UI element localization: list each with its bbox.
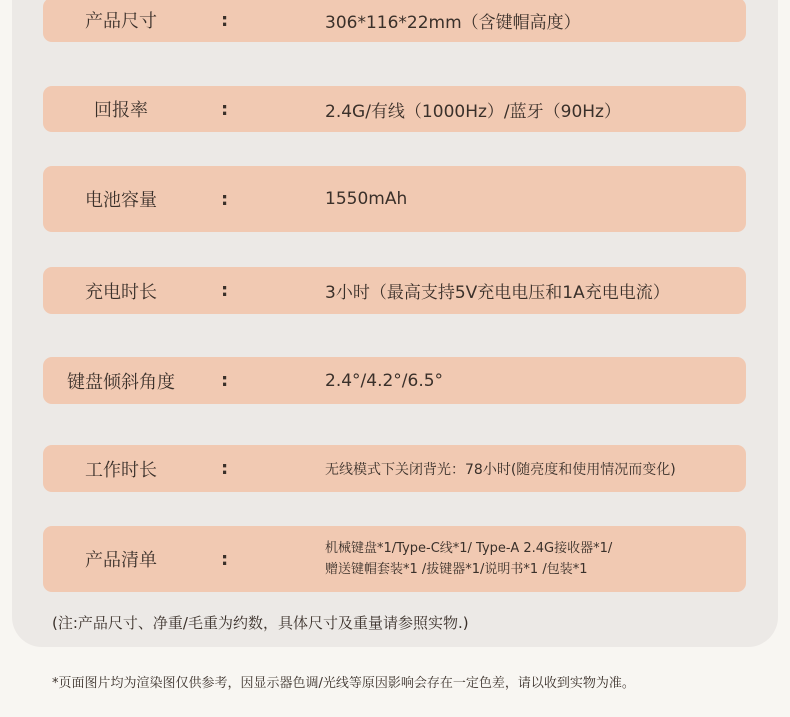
spec-colon: : bbox=[221, 370, 229, 391]
spec-value: 2.4°/4.2°/6.5° bbox=[325, 370, 444, 391]
spec-value: 1550mAh bbox=[325, 189, 408, 209]
spec-row-size bbox=[43, 0, 746, 42]
spec-value bbox=[325, 526, 736, 592]
spec-label: 电池容量 bbox=[85, 190, 157, 211]
spec-label: 充电时长 bbox=[85, 281, 157, 303]
spec-value: 2.4G/有线（1000Hz）/蓝牙（90Hz） bbox=[325, 101, 621, 122]
spec-colon: : bbox=[221, 98, 229, 120]
disclaimer-footer: *页面图片均为渲染图仅供参考，因显示器色调/光线等原因影响会存在一定色差，请以收到实物为准。 bbox=[52, 676, 635, 691]
spec-row-battery bbox=[43, 166, 746, 232]
spec-label: 回报率 bbox=[94, 100, 148, 121]
spec-value-line: 机械键盘*1/Type-C线*1/ Type-A 2.4G接收器*1/ bbox=[325, 541, 613, 556]
spec-colon: : bbox=[221, 9, 229, 31]
spec-colon: : bbox=[221, 458, 229, 479]
spec-value-line: 赠送键帽套装*1 /拔键器*1/说明书*1 /包装*1 bbox=[325, 562, 588, 577]
spec-value: 无线模式下关闭背光：78小时(随亮度和使用情况而变化) bbox=[325, 461, 676, 478]
spec-row-package-list bbox=[43, 526, 746, 592]
spec-label: 产品尺寸 bbox=[85, 11, 157, 32]
spec-row-working-time bbox=[43, 445, 746, 492]
spec-colon: : bbox=[221, 548, 229, 570]
spec-value: 306*116*22mm（含键帽高度） bbox=[325, 12, 581, 33]
spec-colon: : bbox=[221, 188, 229, 210]
spec-note: (注:产品尺寸、净重/毛重为约数，具体尺寸及重量请参照实物.) bbox=[52, 614, 469, 632]
spec-label: 键盘倾斜角度 bbox=[67, 371, 175, 393]
spec-label: 工作时长 bbox=[85, 459, 157, 481]
spec-colon: : bbox=[221, 280, 229, 301]
spec-label: 产品清单 bbox=[85, 550, 157, 571]
spec-row-charge-time bbox=[43, 267, 746, 314]
spec-row-polling-rate bbox=[43, 86, 746, 132]
spec-row-tilt-angle bbox=[43, 357, 746, 404]
spec-value: 3小时（最高支持5V充电电压和1A充电电流） bbox=[325, 283, 670, 303]
